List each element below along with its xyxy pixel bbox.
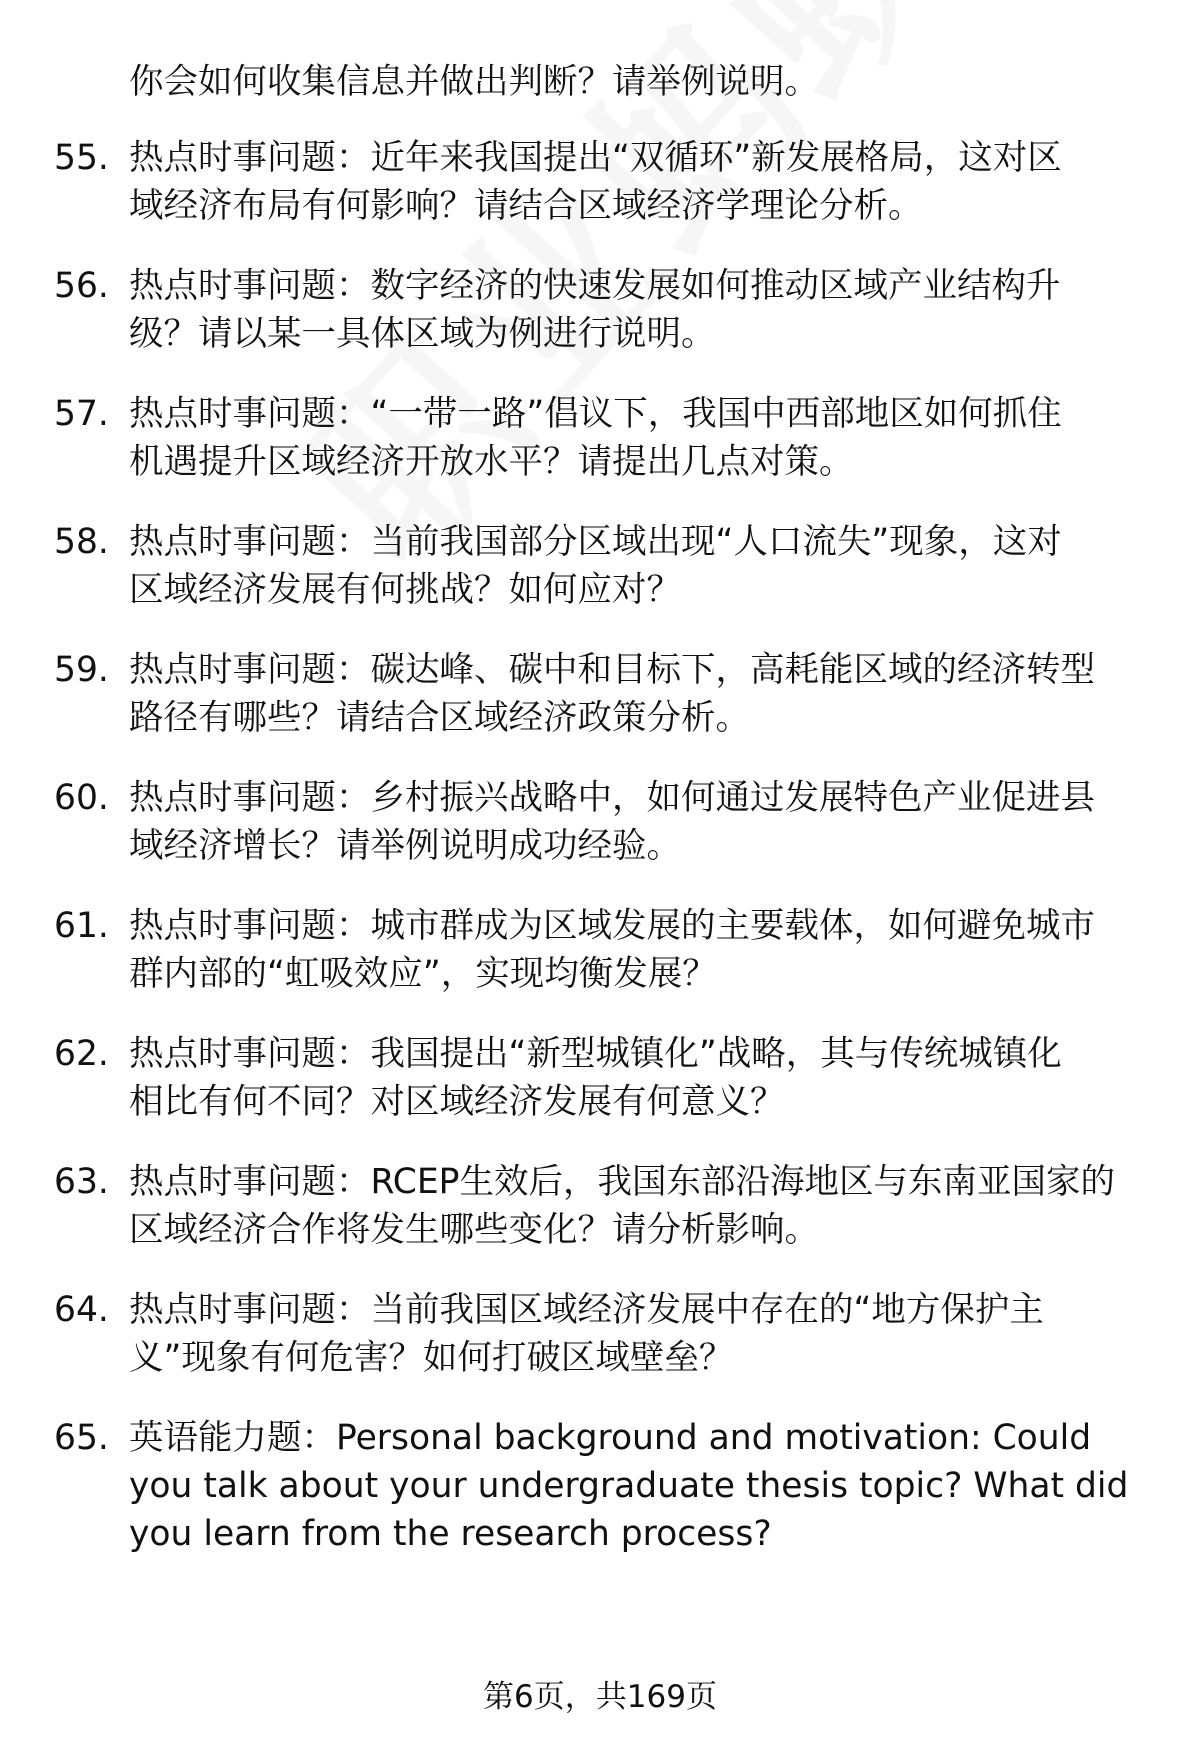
list-item [0,58,1200,106]
item-line [0,182,1200,230]
item-line [0,694,1200,742]
item-text: 你会如何收集信息并做出判断？请举例说明。 [129,62,819,102]
item-number: 62. [54,1034,109,1074]
page-footer: 第6页，共169页 [483,1679,717,1715]
item-line [0,902,1200,950]
item-number: 56. [54,266,109,306]
list-item [0,262,1200,358]
item-line [0,58,1200,106]
item-text: 域经济增长？请举例说明成功经验。 [129,826,681,866]
item-text: 机遇提升区域经济开放水平？请提出几点对策。 [129,442,854,482]
list-item [0,390,1200,486]
item-text: 热点时事问题：乡村振兴战略中，如何通过发展特色产业促进县 [129,778,1095,818]
list-item [0,1030,1200,1126]
item-line [0,134,1200,182]
item-text: 英语能力题：Personal background and motivation: Could [129,1418,1092,1458]
item-number: 64. [54,1290,109,1330]
item-line [0,1334,1200,1382]
item-text: 区域经济合作将发生哪些变化？请分析影响。 [129,1210,819,1250]
question-list [0,58,1200,1590]
item-text: you learn from the research process? [129,1514,772,1554]
item-line [0,950,1200,998]
item-number: 60. [54,778,109,818]
item-line [0,646,1200,694]
item-text: 义”现象有何危害？如何打破区域壁垒？ [129,1338,734,1378]
item-text: 热点时事问题：“一带一路”倡议下，我国中西部地区如何抓住 [129,394,1062,434]
item-number: 57. [54,394,109,434]
item-line [0,1206,1200,1254]
list-item [0,518,1200,614]
item-line [0,1030,1200,1078]
item-text: 级？请以某一具体区域为例进行说明。 [129,314,716,354]
list-item [0,134,1200,230]
item-line [0,1414,1200,1462]
item-line [0,390,1200,438]
item-line [0,438,1200,486]
list-item [0,1414,1200,1558]
item-line [0,310,1200,358]
item-text: 域经济布局有何影响？请结合区域经济学理论分析。 [129,186,923,226]
item-text: 热点时事问题：当前我国区域经济发展中存在的“地方保护主 [129,1290,1044,1330]
item-text: 热点时事问题：近年来我国提出“双循环”新发展格局，这对区 [129,138,1062,178]
item-text: you talk about your undergraduate thesis topic? What did [129,1466,1129,1506]
item-number: 65. [54,1418,109,1458]
item-text: 热点时事问题：RCEP生效后，我国东部沿海地区与东南亚国家的 [129,1162,1115,1202]
item-line [0,822,1200,870]
item-number: 58. [54,522,109,562]
item-number: 59. [54,650,109,690]
item-number: 55. [54,138,109,178]
item-line [0,262,1200,310]
list-item [0,1286,1200,1382]
item-text: 热点时事问题：城市群成为区域发展的主要载体，如何避免城市 [129,906,1095,946]
item-line [0,1078,1200,1126]
item-text: 相比有何不同？对区域经济发展有何意义？ [129,1082,785,1122]
item-line [0,566,1200,614]
item-text: 热点时事问题：当前我国部分区域出现“人口流失”现象，这对 [129,522,1062,562]
item-text: 热点时事问题：碳达峰、碳中和目标下，高耗能区域的经济转型 [129,650,1095,690]
item-text: 区域经济发展有何挑战？如何应对？ [129,570,681,610]
list-item [0,902,1200,998]
item-line [0,518,1200,566]
item-line [0,1158,1200,1206]
item-line [0,1286,1200,1334]
item-line [0,1462,1200,1510]
item-text: 群内部的“虹吸效应”，实现均衡发展？ [129,954,717,994]
list-item [0,774,1200,870]
list-item [0,1158,1200,1254]
item-line [0,1510,1200,1558]
item-text: 热点时事问题：我国提出“新型城镇化”战略，其与传统城镇化 [129,1034,1062,1074]
item-number: 63. [54,1162,109,1202]
item-number: 61. [54,906,109,946]
item-text: 热点时事问题：数字经济的快速发展如何推动区域产业结构升 [129,266,1061,306]
item-line [0,774,1200,822]
list-item [0,646,1200,742]
item-text: 路径有哪些？请结合区域经济政策分析。 [129,698,750,738]
